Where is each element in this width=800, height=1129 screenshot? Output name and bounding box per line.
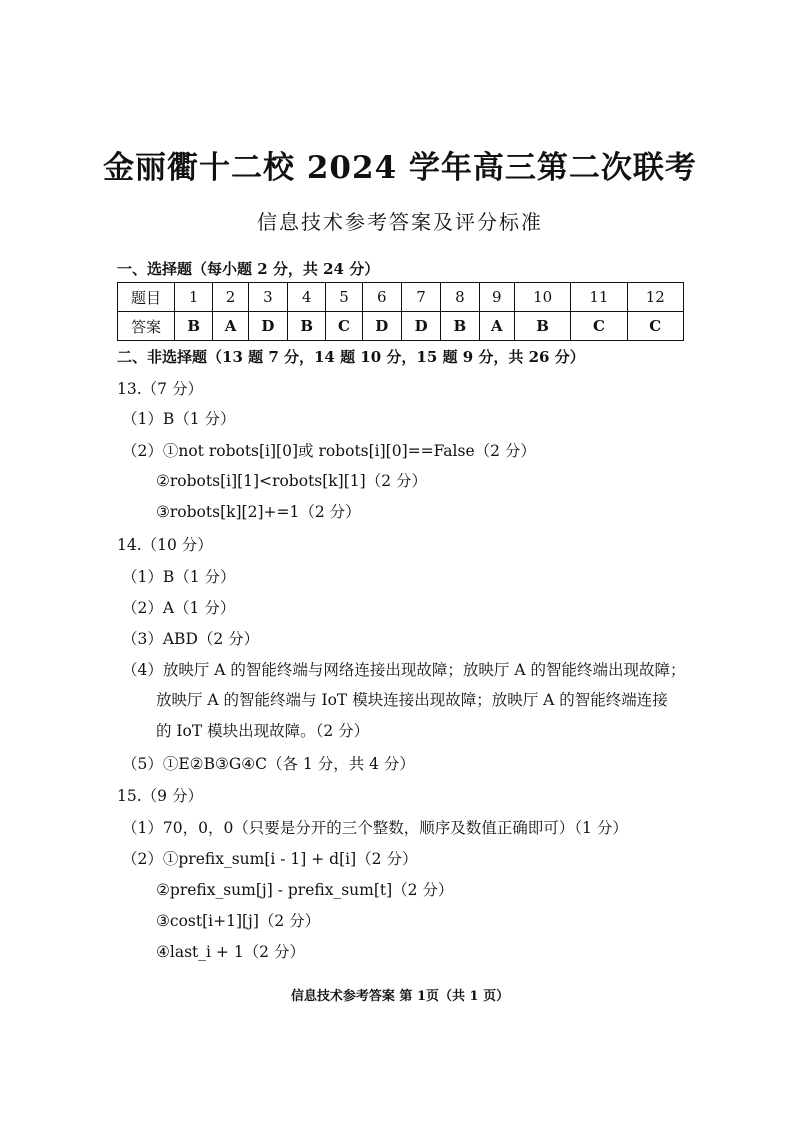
answer-line: ③cost[i+1][j]（2 分）: [156, 912, 321, 930]
table-row-answers: [118, 312, 684, 341]
answer-cell: B: [441, 312, 479, 341]
answer-cell: D: [248, 312, 287, 341]
answer-cell: B: [175, 312, 213, 341]
section-heading-nonchoice: 二、非选择题（13 题 7 分，14 题 10 分，15 题 9 分，共 26 分）: [117, 348, 585, 366]
page-subtitle: 信息技术参考答案及评分标准: [257, 210, 543, 234]
answer-line: （1）B（1 分）: [122, 568, 236, 586]
question-number: 3: [248, 283, 287, 312]
question-number: 7: [401, 283, 440, 312]
row-header-cell: 题目: [118, 283, 175, 312]
question-number: 6: [362, 283, 401, 312]
answer-line: ②robots[i][1]<robots[k][1]（2 分）: [156, 472, 427, 490]
answer-line: （2）①not robots[i][0]或 robots[i][0]==False（2 分）: [122, 442, 536, 460]
answer-line: （2）A（1 分）: [122, 599, 236, 617]
answer-line: （4）放映厅 A 的智能终端与网络连接出现故障；放映厅 A 的智能终端出现故障；: [122, 661, 686, 679]
question-15-heading: 15.（9 分）: [117, 787, 203, 805]
question-number: 9: [479, 283, 514, 312]
answer-cell: C: [326, 312, 362, 341]
answer-line: ③robots[k][2]+=1（2 分）: [156, 503, 361, 521]
question-number: 10: [514, 283, 570, 312]
answer-line: （1）B（1 分）: [122, 410, 236, 428]
section-heading-choice: 一、选择题（每小题 2 分，共 24 分）: [117, 260, 380, 278]
answer-cell: C: [627, 312, 683, 341]
answer-cell: A: [213, 312, 248, 341]
answer-cell: B: [288, 312, 326, 341]
page-footer: 信息技术参考答案 第 1页（共 1 页）: [290, 989, 510, 1004]
question-number: 12: [627, 283, 683, 312]
answer-table: [117, 282, 684, 341]
answer-line: （1）70，0，0（只要是分开的三个整数，顺序及数值正确即可）（1 分）: [122, 819, 628, 837]
answer-line: ②prefix_sum[j] - prefix_sum[t]（2 分）: [156, 881, 454, 899]
answer-cell: A: [479, 312, 514, 341]
question-number: 1: [175, 283, 213, 312]
answer-header-cell: 答案: [118, 312, 175, 341]
answer-cell: D: [362, 312, 401, 341]
question-number: 2: [213, 283, 248, 312]
answer-cell: B: [514, 312, 570, 341]
answer-line: 的 IoT 模块出现故障。（2 分）: [156, 722, 370, 740]
question-number: 8: [441, 283, 479, 312]
question-number: 4: [288, 283, 326, 312]
answer-cell: C: [571, 312, 627, 341]
page-title: 金丽衢十二校 2024 学年高三第二次联考: [103, 150, 697, 186]
answer-line: （5）①E②B③G④C（各 1 分，共 4 分）: [122, 755, 415, 773]
question-number: 11: [571, 283, 627, 312]
question-13-heading: 13.（7 分）: [117, 380, 203, 398]
answer-line: （3）ABD（2 分）: [122, 630, 260, 648]
answer-line: （2）①prefix_sum[i - 1] + d[i]（2 分）: [122, 850, 418, 868]
answer-cell: D: [401, 312, 440, 341]
question-14-heading: 14.（10 分）: [117, 536, 213, 554]
question-number: 5: [326, 283, 362, 312]
answer-line: ④last_i + 1（2 分）: [156, 943, 305, 961]
answer-line: 放映厅 A 的智能终端与 IoT 模块连接出现故障；放映厅 A 的智能终端连接: [156, 691, 668, 709]
table-row-numbers: [118, 283, 684, 312]
